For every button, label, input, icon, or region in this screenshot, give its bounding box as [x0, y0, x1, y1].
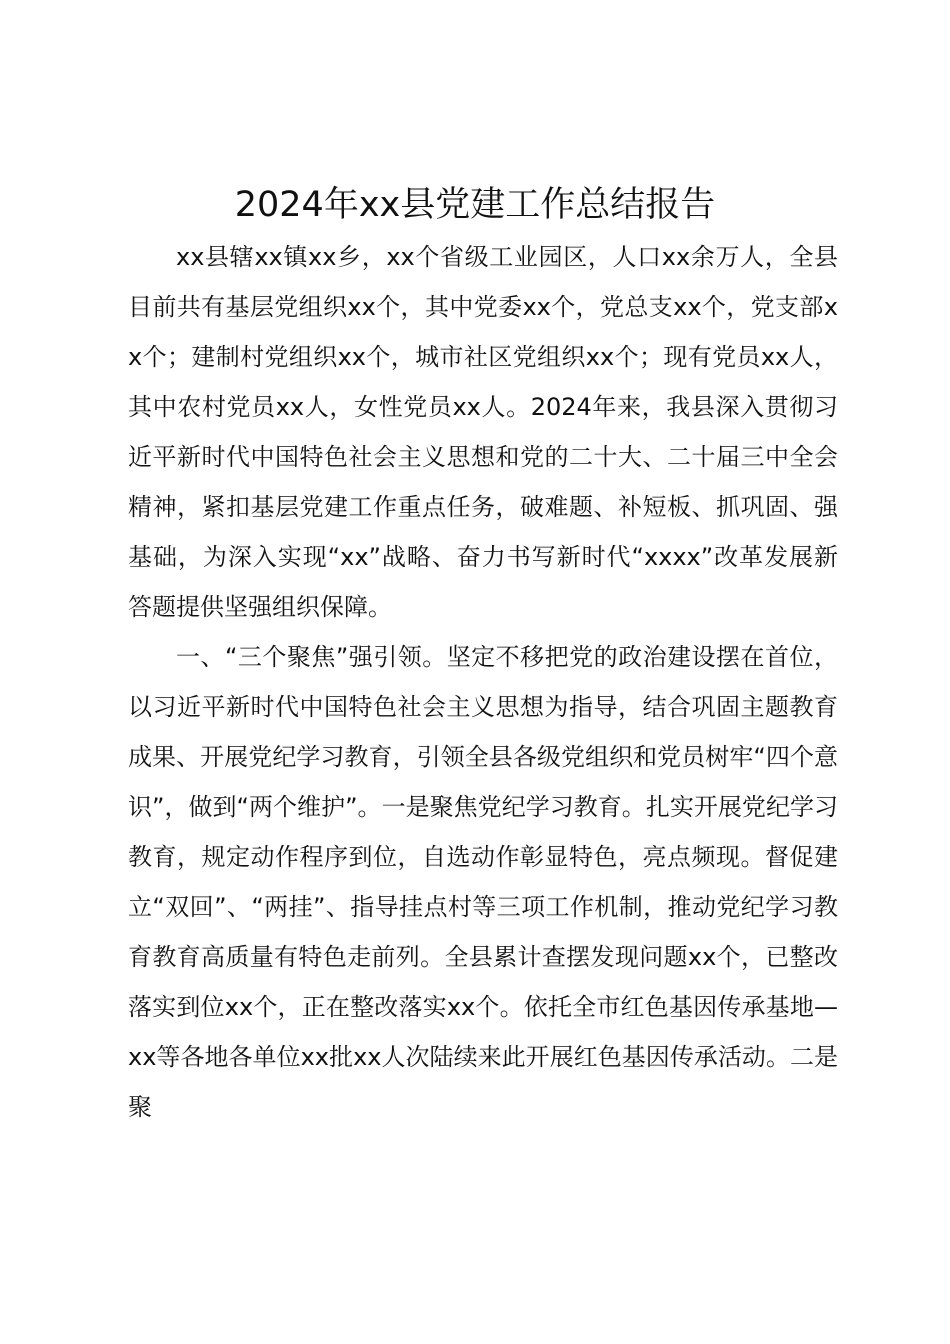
document-body	[128, 232, 838, 1132]
paragraph-section-one: 一、“三个聚焦”强引领。坚定不移把党的政治建设摆在首位，以习近平新时代中国特色社会主义思想为指导，结合巩固主题教育成果、开展党纪学习教育，引领全县各级党组织和党员树牢“四个意识”，做到“两个维护”。一是聚焦党纪学习教育。扎实开展党纪学习教育，规定动作程序到位，自选动作彰显特色，亮点频现。督促建立“双回”、“两挂”、指导挂点村等三项工作机制，推动党纪学习教育教育高质量有特色走前列。全县累计查摆发现问题xx个，已整改落实到位xx个，正在整改落实xx个。依托全市红色基因传承基地—xx等各地各单位xx批xx人次陆续来此开展红色基因传承活动。二是聚	[128, 643, 838, 1121]
document-title: 2024年xx县党建工作总结报告	[234, 185, 716, 225]
paragraph-intro: xx县辖xx镇xx乡，xx个省级工业园区，人口xx余万人，全县目前共有基层党组织xx个，其中党委xx个，党总支xx个，党支部xx个；建制村党组织xx个，城市社区党组织xx个；现有党员xx人，其中农村党员xx人，女性党员xx人。2024年来，我县深入贯彻习近平新时代中国特色社会主义思想和党的二十大、二十届三中全会精神，紧扣基层党建工作重点任务，破难题、补短板、抓巩固、强基础，为深入实现“xx”战略、奋力书写新时代“xxxx”改革发展新答题提供坚强组织保障。	[128, 243, 838, 621]
